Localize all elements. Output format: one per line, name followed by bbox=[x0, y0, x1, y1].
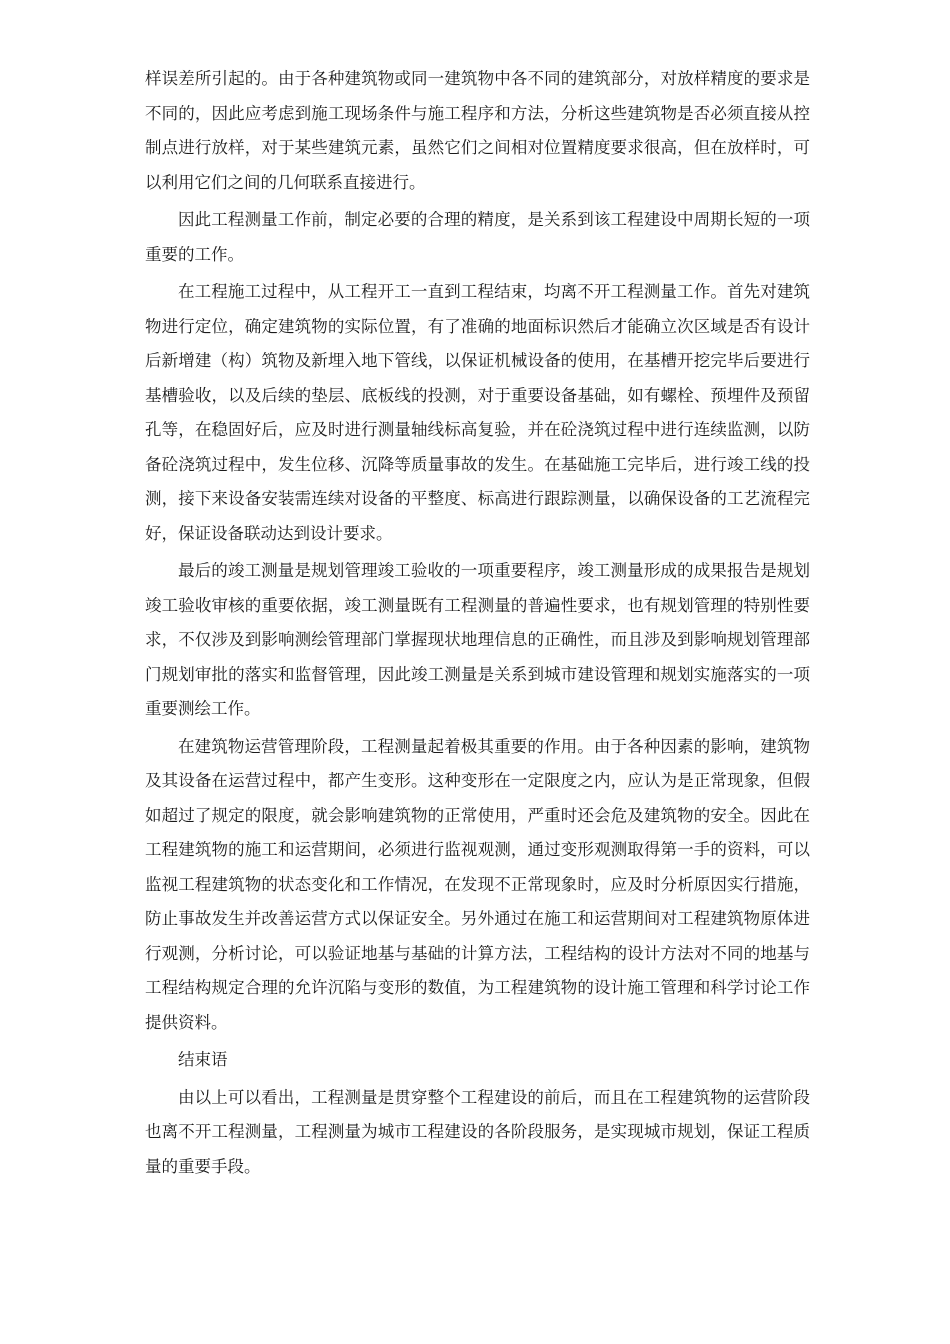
paragraph-completion-survey: 最后的竣工测量是规划管理竣工验收的一项重要程序，竣工测量形成的成果报告是规划竣工验收审核的重要依据，竣工测量既有工程测量的普遍性要求，也有规划管理的特别性要求，不仅涉及到影响测绘管理部门掌握现状地理信息的正确性，而且涉及到影响规划管理部门规划审批的落实和监督管理，因此竣工测量是关系到城市建设管理和规划实施落实的一项重要测绘工作。 bbox=[145, 561, 810, 718]
paragraph-continuation: 样误差所引起的。由于各种建筑物或同一建筑物中各不同的建筑部分，对放样精度的要求是不同的，因此应考虑到施工现场条件与施工程序和方法，分析这些建筑物是否必须直接从控制点进行放样，对于某些建筑元素，虽然它们之间相对位置精度要求很高，但在放样时，可以利用它们之间的几何联系直接进行。 bbox=[145, 69, 810, 192]
paragraph-precision: 因此工程测量工作前，制定必要的合理的精度，是关系到该工程建设中周期长短的一项重要的工作。 bbox=[145, 210, 810, 264]
paragraph-operation-stage: 在建筑物运营管理阶段，工程测量起着极其重要的作用。由于各种因素的影响，建筑物及其设备在运营过程中，都产生变形。这种变形在一定限度之内，应认为是正常现象，但假如超过了规定的限度，就会影响建筑物的正常使用，严重时还会危及建筑物的安全。因此在工程建筑物的施工和运营期间，必须进行监视观测，通过变形观测取得第一手的资料，可以监视工程建筑物的状态变化和工作情况，在发现不正常现象时，应及时分析原因实行措施，防止事故发生并改善运营方式以保证安全。另外通过在施工和运营期间对工程建筑物原体进行观测，分析讨论，可以验证地基与基础的计算方法，工程结构的设计方法对不同的地基与工程结构规定合理的允许沉陷与变形的数值，为工程建筑物的设计施工管理和科学讨论工作提供资料。 bbox=[145, 736, 810, 1032]
document-page bbox=[145, 62, 810, 1187]
conclusion-heading: 结束语 bbox=[178, 1050, 228, 1069]
conclusion-paragraph: 由以上可以看出，工程测量是贯穿整个工程建设的前后，而且在工程建筑物的运营阶段也离不开工程测量，工程测量为城市工程建设的各阶段服务，是实现城市规划，保证工程质量的重要手段。 bbox=[145, 1087, 810, 1176]
paragraph-construction: 在工程施工过程中，从工程开工一直到工程结束，均离不开工程测量工作。首先对建筑物进行定位，确定建筑物的实际位置，有了准确的地面标识然后才能确立次区域是否有设计后新增建（构）筑物及新埋入地下管线，以保证机械设备的使用，在基槽开挖完毕后要进行基槽验收，以及后续的垫层、底板线的投测，对于重要设备基础，如有螺栓、预埋件及预留孔等，在稳固好后，应及时进行测量轴线标高复验，并在砼浇筑过程中进行连续监测，以防备砼浇筑过程中，发生位移、沉降等质量事故的发生。在基础施工完毕后，进行竣工线的投测，接下来设备安装需连续对设备的平整度、标高进行跟踪测量，以确保设备的工艺流程完好，保证设备联动达到设计要求。 bbox=[145, 282, 810, 543]
